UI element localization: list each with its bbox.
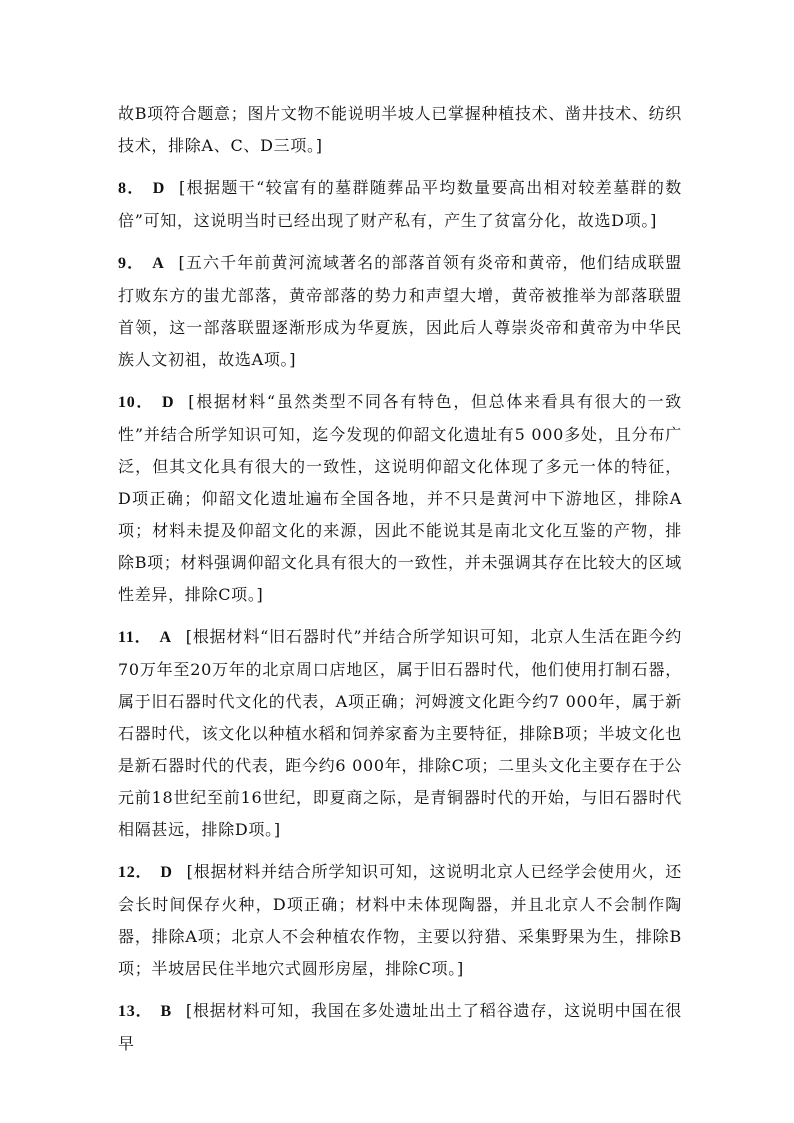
paragraph-question-12 [118, 856, 682, 985]
answer-letter: D [162, 394, 175, 411]
question-number: 13． [118, 1003, 153, 1020]
answer-letter: D [160, 864, 173, 881]
paragraph-question-10 [118, 386, 682, 611]
paragraph-text: [五六千年前黄河流域著名的部落首领有炎帝和黄帝，他们结成联盟打败东方的蚩尤部落，黄帝部落的势力和声望大增，黄帝被推举为部落联盟首领，这一部落联盟逐渐形成为华夏族，因此后人尊崇炎帝和黄帝为中华民族人文初祖，故选A项。] [118, 253, 682, 369]
paragraph-text: [根据材料“虽然类型不同各有特色，但总体来看具有很大的一致性”并结合所学知识可知，迄今发现的仰韶文化遗址有5 000多处，且分布广泛，但其文化具有很大的一致性，这说明仰韶文化体现了多元一体的特征，D项正确；仰韶文化遗址遍布全国各地，并不只是黄河中下游地区，排除A项；材料未提及仰韶文化的来源，因此不能说其是南北文化互鉴的产物，排除B项；材料强调仰韶文化具有很大的一致性，并未强调其存在比较大的区域性差异，排除C项。] [118, 392, 682, 604]
question-number: 8． [118, 180, 145, 197]
answer-letter: A [152, 255, 165, 272]
question-number: 10． [118, 394, 155, 411]
paragraph-question-9 [118, 247, 682, 376]
paragraph-question-11 [118, 621, 682, 846]
question-number: 12． [118, 864, 153, 881]
question-number: 9． [118, 255, 145, 272]
paragraph-text: [根据材料并结合所学知识可知，这说明北京人已经学会使用火，还会长时间保存火种，D项正确；材料中未体现陶器，并且北京人不会制作陶器，排除A项；北京人不会种植农作物，主要以狩猎、采集野果为生，排除B项；半坡居民住半地穴式圆形房屋，排除C项。] [118, 862, 682, 978]
paragraph-text: [根据材料可知，我国在多处遗址出土了稻谷遗存，这说明中国在很早 [118, 1001, 682, 1053]
paragraph-7-continued [118, 98, 682, 162]
answer-explanations [118, 98, 682, 1070]
paragraph-text: 故B项符合题意；图片文物不能说明半坡人已掌握种植技术、凿井技术、纺织技术，排除A、C、D三项。] [118, 104, 682, 155]
answer-letter: B [160, 1003, 172, 1020]
paragraph-text: [根据材料“旧石器时代”并结合所学知识可知，北京人生活在距今约70万年至20万年的北京周口店地区，属于旧石器时代，他们使用打制石器，属于旧石器时代文化的代表，A项正确；河姆渡文化距今约7 000年，属于新石器时代，该文化以种植水稻和饲养家畜为主要特征，排除B项；半坡文化也是新石器时代的代表，距今约6 000年，排除C项；二里头文化主要存在于公元前18世纪至前16世纪，即夏商之际，是青铜器时代的开始，与旧石器时代相隔甚远，排除D项。] [118, 627, 682, 839]
paragraph-question-13 [118, 995, 682, 1060]
answer-letter: A [159, 629, 172, 646]
paragraph-text: [根据题干“较富有的墓群随葬品平均数量要高出相对较差墓群的数倍”可知，这说明当时已经出现了财产私有，产生了贫富分化，故选D项。] [118, 178, 682, 230]
paragraph-question-8 [118, 172, 682, 237]
question-number: 11． [118, 629, 152, 646]
answer-letter: D [152, 180, 166, 197]
